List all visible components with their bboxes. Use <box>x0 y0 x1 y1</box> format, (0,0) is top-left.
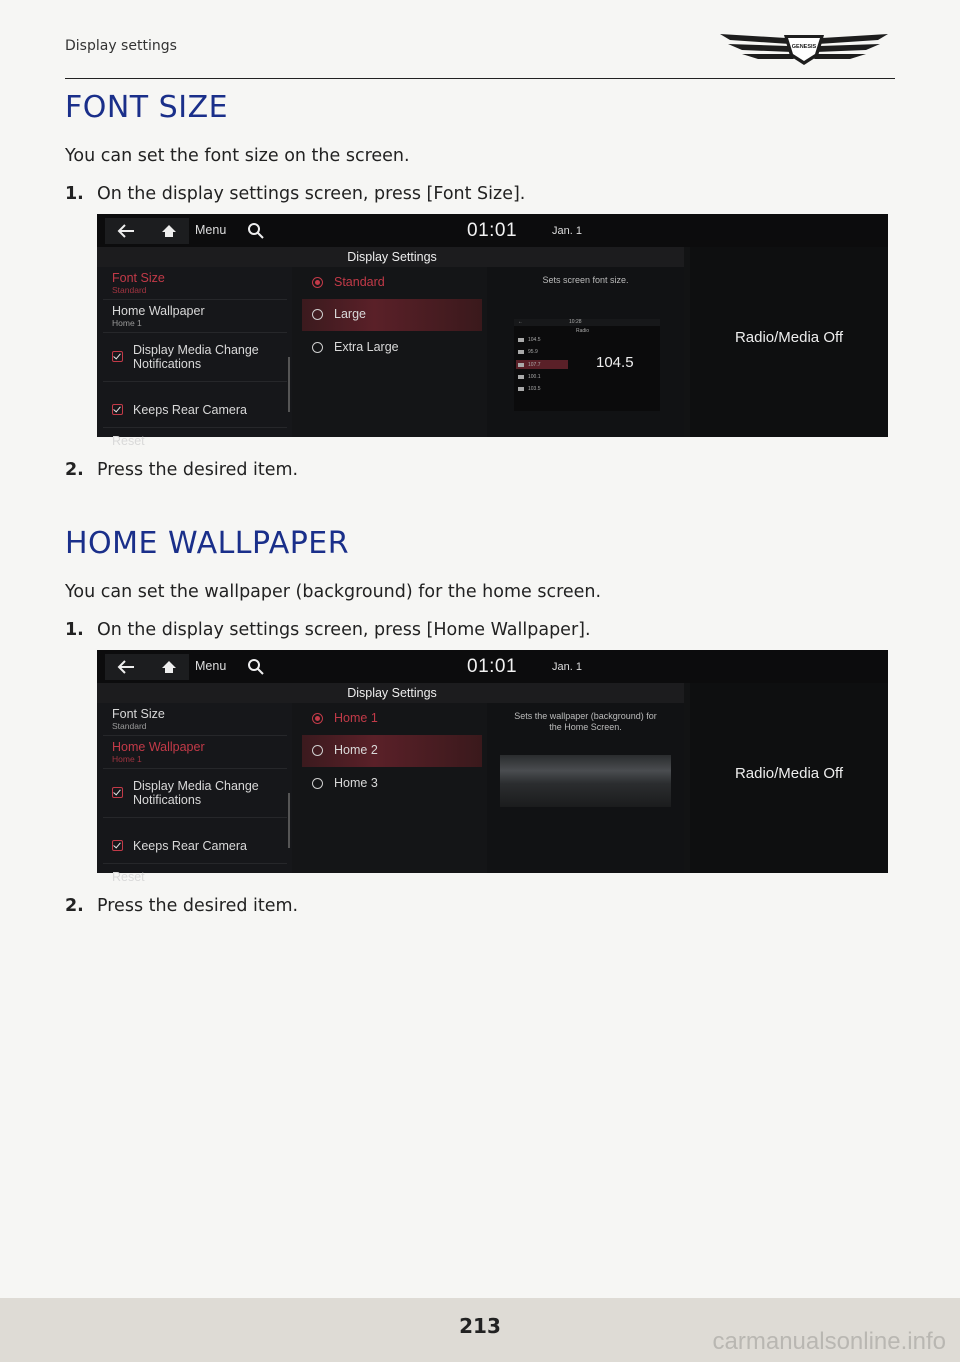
step-text: Press the desired item. <box>97 460 299 480</box>
clock-time: 01:01 <box>467 656 518 677</box>
label-line-2: Notifications <box>133 793 202 807</box>
font-size-step-1 <box>65 184 525 204</box>
list-divider <box>103 381 287 382</box>
option-label: Large <box>334 307 366 321</box>
menu-item-label: Home Wallpaper <box>112 304 205 318</box>
home-wallpaper-intro: You can set the wallpaper (background) for the home screen. <box>65 582 602 602</box>
settings-title: Display Settings <box>347 686 437 700</box>
list-divider <box>103 768 287 769</box>
preview-station: 100.1 <box>528 374 541 380</box>
menu-item-value: Home 1 <box>112 754 142 764</box>
scrollbar[interactable] <box>288 793 290 848</box>
back-button[interactable] <box>105 654 149 680</box>
media-status: Radio/Media Off <box>734 329 844 346</box>
clock-date: Jan. 1 <box>552 661 582 673</box>
display-settings-screen-font-size <box>97 214 888 448</box>
menu-item-value: Home 1 <box>112 318 142 328</box>
watermark: carmanualsonline.info <box>712 1328 946 1355</box>
rear-camera-checkbox[interactable] <box>112 840 123 851</box>
option-description-line-1: Sets the wallpaper (background) for <box>514 711 657 721</box>
menu-item-keeps-rear-camera[interactable]: Keeps Rear Camera <box>133 403 247 417</box>
search-button[interactable] <box>237 654 277 680</box>
home-wallpaper-step-2 <box>65 896 298 916</box>
rear-camera-checkbox[interactable] <box>112 404 123 415</box>
font-size-step-2 <box>65 460 298 480</box>
menu-item-label: Font Size <box>112 707 165 721</box>
radio <box>312 778 323 789</box>
menu-item-display-media[interactable] <box>133 343 259 371</box>
preview-label: Radio <box>576 328 590 334</box>
option-label: Extra Large <box>334 340 399 354</box>
option-standard[interactable] <box>302 267 482 299</box>
search-icon <box>247 658 265 676</box>
home-icon <box>161 660 177 674</box>
home-button[interactable] <box>149 218 189 244</box>
top-bar <box>97 214 888 247</box>
home-icon <box>161 224 177 238</box>
preview-back-icon: ← <box>518 319 523 325</box>
radio <box>312 342 323 353</box>
list-divider <box>103 427 287 428</box>
menu-item-keeps-rear-camera[interactable]: Keeps Rear Camera <box>133 839 247 853</box>
top-bar <box>97 650 888 683</box>
option-label: Home 2 <box>334 743 378 757</box>
label-line-1: Display Media Change <box>133 779 259 793</box>
scrollbar[interactable] <box>288 357 290 412</box>
option-home-2[interactable] <box>302 735 482 767</box>
preview-list-item <box>518 337 541 343</box>
menu-button[interactable]: Menu <box>195 223 227 237</box>
back-button[interactable] <box>105 218 149 244</box>
preview-station: 103.5 <box>528 386 541 392</box>
option-extra-large[interactable] <box>302 332 482 364</box>
font-size-preview-panel <box>487 267 684 437</box>
preview-station: 95.9 <box>528 349 538 355</box>
menu-item-home-wallpaper[interactable] <box>112 740 205 764</box>
search-button[interactable] <box>237 218 277 244</box>
list-divider <box>103 299 287 300</box>
menu-item-font-size[interactable] <box>112 271 165 295</box>
preview-list-item <box>518 362 541 368</box>
font-size-heading: FONT SIZE <box>65 90 229 125</box>
option-label: Home 1 <box>334 711 378 725</box>
preview-list-item <box>518 374 541 380</box>
list-divider <box>103 332 287 333</box>
search-icon <box>247 222 265 240</box>
preview-frequency: 104.5 <box>596 354 634 371</box>
preview-station: 104.5 <box>528 337 541 343</box>
genesis-logo-icon <box>720 30 888 66</box>
wallpaper-preview-panel <box>487 703 684 873</box>
menu-item-value: Standard <box>112 721 147 731</box>
radio-selected <box>312 713 323 724</box>
font-size-options <box>292 267 487 437</box>
step-text: On the display settings screen, press [Font Size]. <box>97 184 526 204</box>
media-status: Radio/Media Off <box>734 765 844 782</box>
settings-menu-list <box>97 703 292 884</box>
option-label: Home 3 <box>334 776 378 790</box>
option-label: Standard <box>334 275 385 289</box>
media-panel[interactable] <box>690 247 888 437</box>
radio-selected <box>312 277 323 288</box>
preview-station: 107.7 <box>528 362 541 368</box>
section-header: Display settings <box>65 38 177 54</box>
display-media-checkbox[interactable] <box>112 351 123 362</box>
menu-item-home-wallpaper[interactable] <box>112 304 205 328</box>
media-panel[interactable] <box>690 683 888 873</box>
radio <box>312 309 323 320</box>
label-line-2: Notifications <box>133 357 202 371</box>
menu-button[interactable]: Menu <box>195 659 227 673</box>
settings-menu-list <box>97 267 292 448</box>
step-number: 2. <box>65 896 84 916</box>
option-home-3[interactable] <box>302 768 482 800</box>
label-line-1: Display Media Change <box>133 343 259 357</box>
page-number: 213 <box>459 1314 501 1338</box>
menu-item-font-size[interactable] <box>112 707 165 731</box>
clock-time: 01:01 <box>467 220 518 241</box>
header-divider <box>65 78 895 79</box>
menu-item-display-media[interactable] <box>133 779 259 807</box>
step-number: 1. <box>65 620 84 640</box>
list-divider <box>103 863 287 864</box>
font-size-intro: You can set the font size on the screen. <box>65 146 410 166</box>
font-preview-image <box>514 319 660 411</box>
back-arrow-icon <box>117 223 135 239</box>
home-wallpaper-step-1 <box>65 620 591 640</box>
menu-item-reset[interactable]: Reset <box>112 870 145 884</box>
display-settings-screen-home-wallpaper <box>97 650 888 884</box>
preview-top-bar <box>514 319 660 326</box>
option-large[interactable] <box>302 299 482 331</box>
home-wallpaper-heading: HOME WALLPAPER <box>65 526 350 561</box>
radio <box>312 745 323 756</box>
wallpaper-options <box>292 703 487 873</box>
logo-text: GENESIS <box>791 44 817 50</box>
menu-item-label: Home Wallpaper <box>112 740 205 754</box>
menu-item-value: Standard <box>112 285 147 295</box>
option-home-1[interactable] <box>302 703 482 735</box>
menu-item-reset[interactable]: Reset <box>112 434 145 448</box>
display-media-checkbox[interactable] <box>112 787 123 798</box>
menu-item-label: Font Size <box>112 271 165 285</box>
step-number: 1. <box>65 184 84 204</box>
step-text: Press the desired item. <box>97 896 299 916</box>
preview-list-item <box>518 386 541 392</box>
step-text: On the display settings screen, press [Home Wallpaper]. <box>97 620 591 640</box>
clock-date: Jan. 1 <box>552 225 582 237</box>
settings-title-bar <box>97 683 684 703</box>
step-number: 2. <box>65 460 84 480</box>
preview-clock: 10:28 <box>569 319 582 325</box>
back-arrow-icon <box>117 659 135 675</box>
option-description-line-2: the Home Screen. <box>549 722 622 732</box>
list-divider <box>103 735 287 736</box>
home-button[interactable] <box>149 654 189 680</box>
settings-title-bar <box>97 247 684 267</box>
preview-list-item <box>518 349 538 355</box>
option-description: Sets screen font size. <box>542 275 629 285</box>
settings-title: Display Settings <box>347 250 437 264</box>
list-divider <box>103 817 287 818</box>
wallpaper-preview-image <box>500 755 671 807</box>
